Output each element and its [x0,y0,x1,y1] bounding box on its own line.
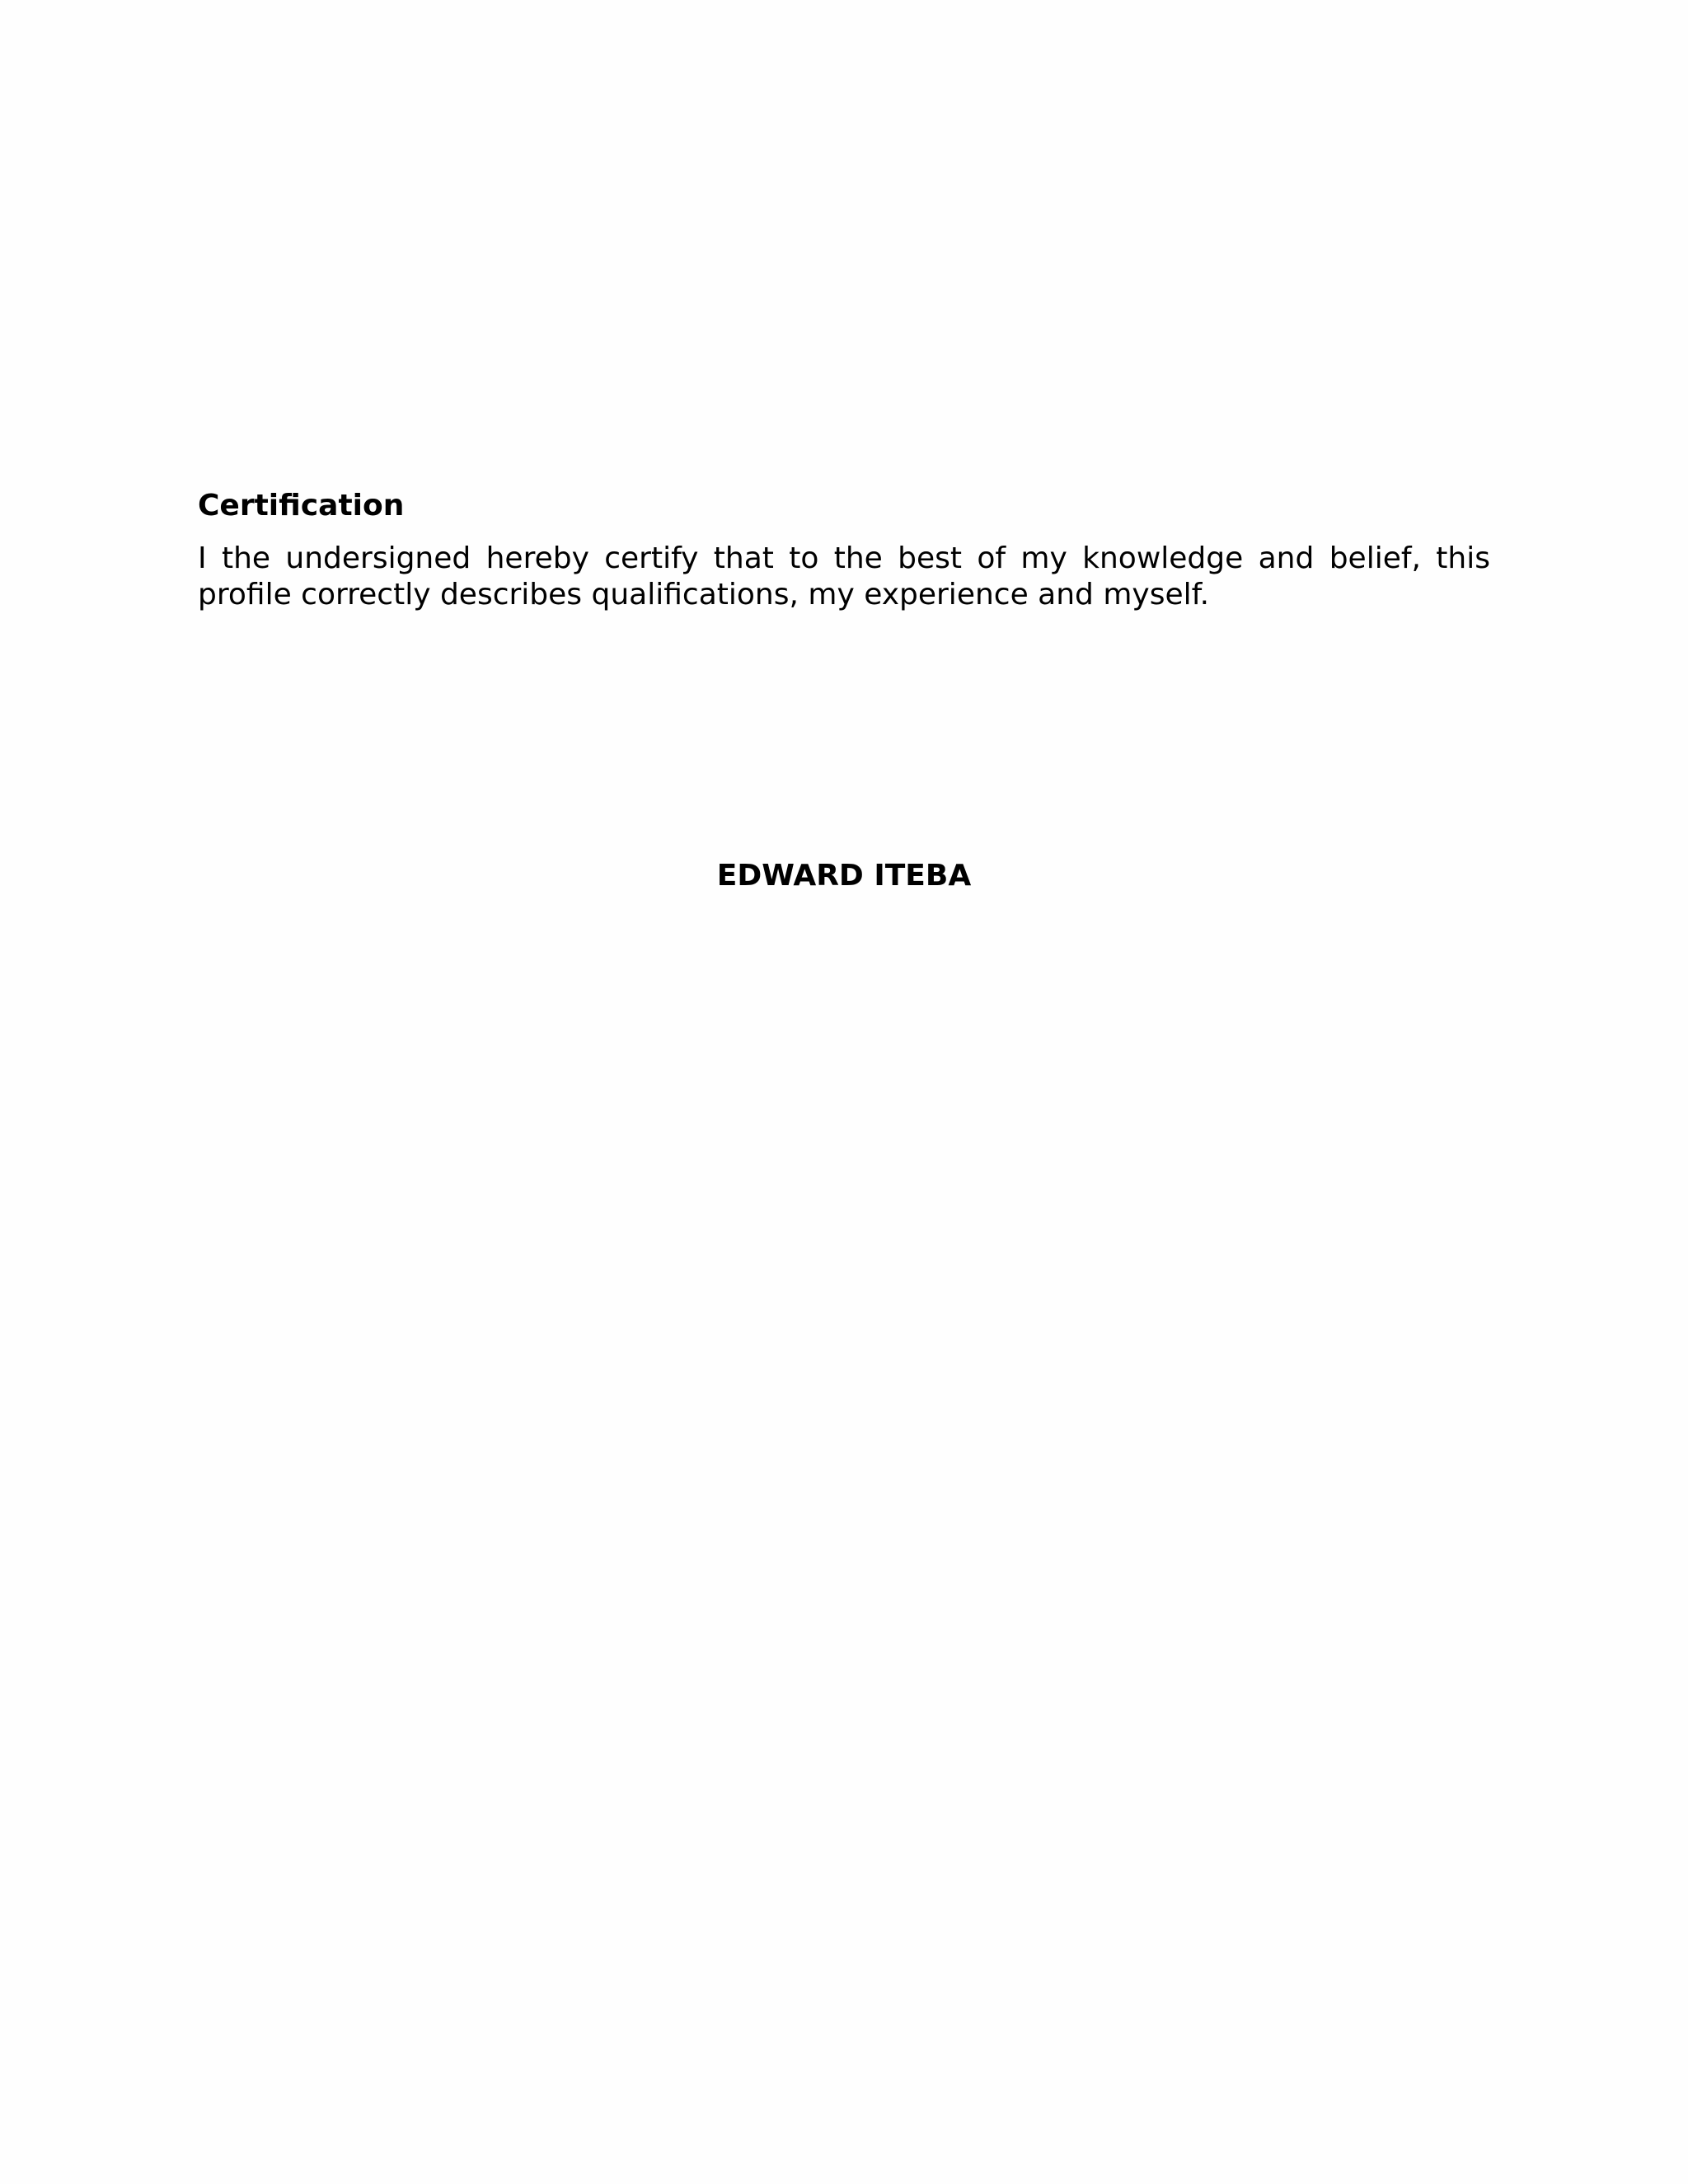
certification-statement: I the undersigned hereby certify that to the best of my knowledge and belief, this profile correctly describes qualifications, my experience and myself. [198,541,1490,612]
signatory-name: EDWARD ITEBA [716,859,972,893]
certification-heading: Certification [198,489,405,523]
